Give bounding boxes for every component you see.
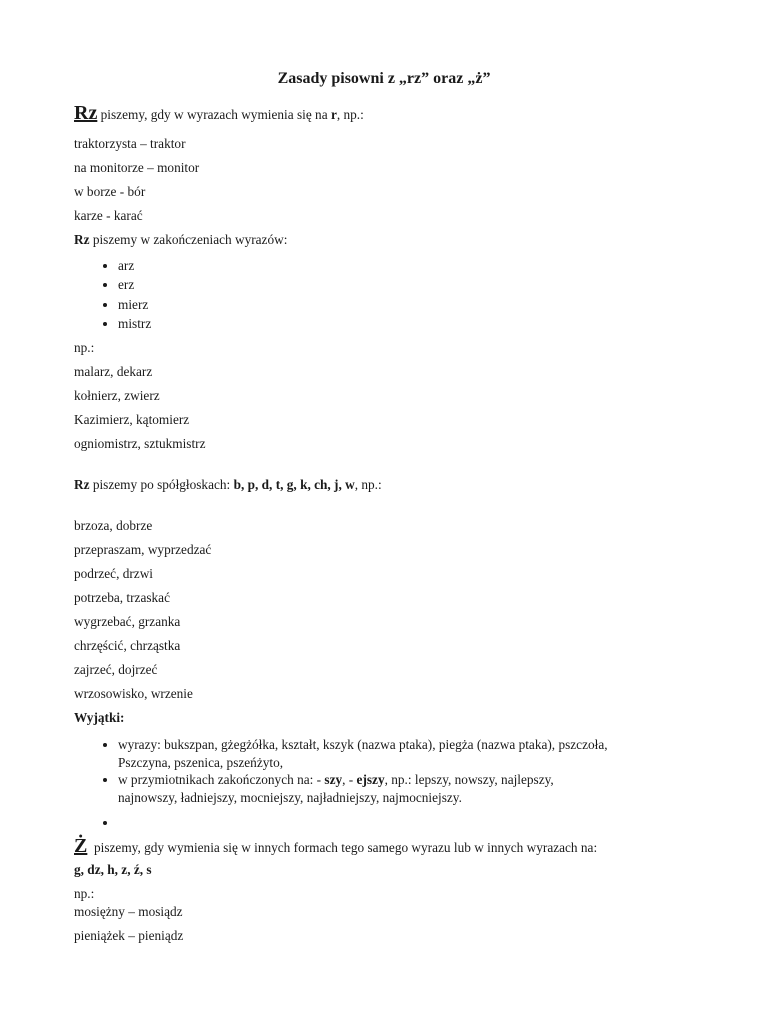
example-line: traktorzysta – traktor <box>74 136 186 151</box>
empty-list-item <box>118 814 608 832</box>
rule-4-letters <box>74 862 152 878</box>
rule-4-text: piszemy, gdy wymienia się w innych formach tego samego wyrazu lub w innych wyrazach na: <box>87 840 598 855</box>
exception-text: wyrazy: bukszpan, gżegżółka, kształt, kszyk (nazwa ptaka), piegża (nazwa ptaka), pszczoła, <box>118 737 608 752</box>
example-line: wygrzebać, grzanka <box>74 614 181 629</box>
np-label: np.: <box>74 886 95 901</box>
exception-text: najnowszy, ładniejszy, mocniejszy, najładniejszy, najmocniejszy. <box>118 789 462 805</box>
exceptions-heading <box>74 710 124 726</box>
example-line: Kazimierz, kątomierz <box>74 412 190 427</box>
exceptions-heading-text: Wyjątki: <box>74 710 125 725</box>
rule-4-heading: Ż <box>74 835 88 857</box>
suffix-ejszy: ejszy <box>356 772 385 787</box>
list-item: • arz <box>118 256 151 275</box>
list-item <box>118 771 608 806</box>
rule-1-heading: Rz <box>74 102 98 124</box>
rule-3-text-end: , np.: <box>354 477 382 492</box>
exception-text: , np.: lepszy, nowszy, najlepszy, <box>384 772 554 787</box>
list-item <box>118 736 608 771</box>
list-item: • erz <box>118 275 151 294</box>
np-label: np.: <box>74 340 95 355</box>
rule-3-heading: Rz <box>74 477 90 492</box>
rule-2 <box>74 232 287 248</box>
list-item: • mistrz <box>118 314 151 333</box>
list-item: • mierz <box>118 295 151 314</box>
page-title: Zasady pisowni z „rz” oraz „ż” <box>277 70 491 87</box>
exception-text: Pszczyna, pszenica, pszeńżyto, <box>118 754 284 770</box>
example-line: wrzosowisko, wrzenie <box>74 686 193 701</box>
example-line: mosiężny – mosiądz <box>74 904 183 919</box>
example-line: zajrzeć, dojrzeć <box>74 662 158 677</box>
example-line: potrzeba, trzaskać <box>74 590 170 605</box>
example-line: chrzęścić, chrząstka <box>74 638 181 653</box>
rule-3-letters: b, p, d, t, g, k, ch, j, w <box>233 477 355 492</box>
example-line: karze - karać <box>74 208 143 223</box>
rule-4-letters-text: g, dz, h, z, ź, s <box>74 862 152 877</box>
rule-1-text: piszemy, gdy w wyrazach wymienia się na <box>97 107 331 122</box>
example-line: pieniążek – pieniądz <box>74 928 184 943</box>
rule-3-text: piszemy po spółgłoskach: <box>89 477 234 492</box>
example-line: ogniomistrz, sztukmistrz <box>74 436 206 451</box>
example-line: w borze - bór <box>74 184 146 199</box>
rule-4 <box>74 835 598 857</box>
exceptions-list <box>74 736 608 832</box>
rule-2-text: piszemy w zakończeniach wyrazów: <box>89 232 288 247</box>
exception-text: , - <box>342 772 357 787</box>
rule-2-heading: Rz <box>74 232 90 247</box>
rule-1-text-end: , np.: <box>336 107 364 122</box>
example-line: przepraszam, wyprzedzać <box>74 542 212 557</box>
rule-1 <box>74 102 364 124</box>
example-line: kołnierz, zwierz <box>74 388 160 403</box>
rule-1-letter: r <box>330 107 337 122</box>
exception-text: w przymiotnikach zakończonych na: - <box>118 772 325 787</box>
example-line: brzoza, dobrze <box>74 518 153 533</box>
example-line: malarz, dekarz <box>74 364 153 379</box>
rule-3 <box>74 477 382 493</box>
endings-list <box>74 256 151 333</box>
example-line: na monitorze – monitor <box>74 160 200 175</box>
suffix-szy: szy <box>324 772 343 787</box>
example-line: podrzeć, drzwi <box>74 566 154 581</box>
